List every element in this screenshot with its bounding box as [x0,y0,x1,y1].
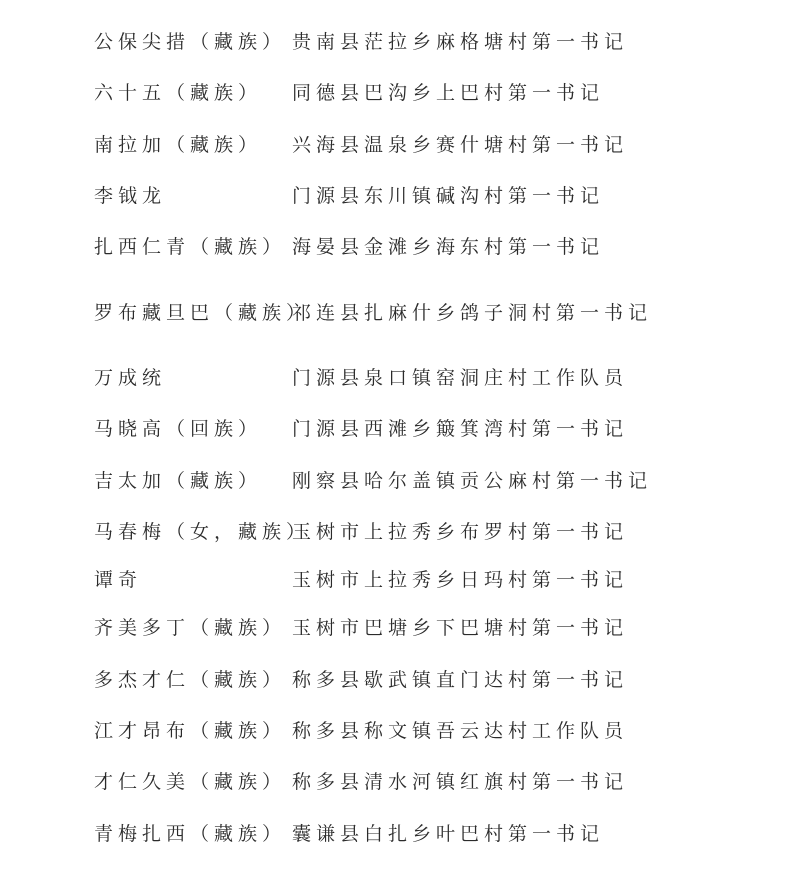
person-name: 多杰才仁（藏族） [94,669,287,691]
person-name: 六十五（藏族） [94,82,263,104]
person-post: 玉树市上拉秀乡日玛村第一书记 [292,569,629,591]
list-item [0,298,792,328]
person-post: 称多县称文镇吾云达村工作队员 [292,720,629,742]
person-name: 万成统 [94,367,167,389]
list-item [0,819,792,849]
person-name: 齐美多丁（藏族） [94,617,287,639]
person-name: 吉太加（藏族） [94,470,263,492]
list-item [0,466,792,496]
person-post: 称多县清水河镇红旗村第一书记 [292,771,629,793]
person-post: 门源县泉口镇窑洞庄村工作队员 [292,367,629,389]
person-post: 囊谦县白扎乡叶巴村第一书记 [292,823,605,845]
list-item [0,517,792,547]
list-item [0,232,792,262]
list-item [0,181,792,211]
person-name: 才仁久美（藏族） [94,771,287,793]
person-name: 南拉加（藏族） [94,134,263,156]
person-name: 马春梅（女，藏族） [94,521,311,543]
person-name: 谭奇 [94,569,143,591]
person-name: 扎西仁青（藏族） [94,236,287,258]
list-item [0,613,792,643]
list-item [0,27,792,57]
person-post: 门源县东川镇碱沟村第一书记 [292,185,605,207]
list-item [0,767,792,797]
person-post: 贵南县茫拉乡麻格塘村第一书记 [292,31,629,53]
list-item [0,78,792,108]
person-post: 玉树市巴塘乡下巴塘村第一书记 [292,617,629,639]
list-item [0,363,792,393]
person-post: 兴海县温泉乡赛什塘村第一书记 [292,134,629,156]
person-name: 李钺龙 [94,185,167,207]
list-item [0,414,792,444]
person-post: 海晏县金滩乡海东村第一书记 [292,236,605,258]
person-post: 门源县西滩乡簸箕湾村第一书记 [292,418,629,440]
list-item [0,716,792,746]
list-item [0,665,792,695]
person-name: 罗布藏旦巴（藏族） [94,302,311,324]
person-name: 青梅扎西（藏族） [94,823,287,845]
person-name: 江才昂布（藏族） [94,720,287,742]
person-name: 马晓高（回族） [94,418,263,440]
person-post: 刚察县哈尔盖镇贡公麻村第一书记 [292,470,653,492]
person-post: 祁连县扎麻什乡鸽子洞村第一书记 [292,302,653,324]
person-name: 公保尖措（藏族） [94,31,287,53]
list-item [0,565,792,595]
person-post: 同德县巴沟乡上巴村第一书记 [292,82,605,104]
person-post: 称多县歇武镇直门达村第一书记 [292,669,629,691]
person-post: 玉树市上拉秀乡布罗村第一书记 [292,521,629,543]
list-item [0,130,792,160]
